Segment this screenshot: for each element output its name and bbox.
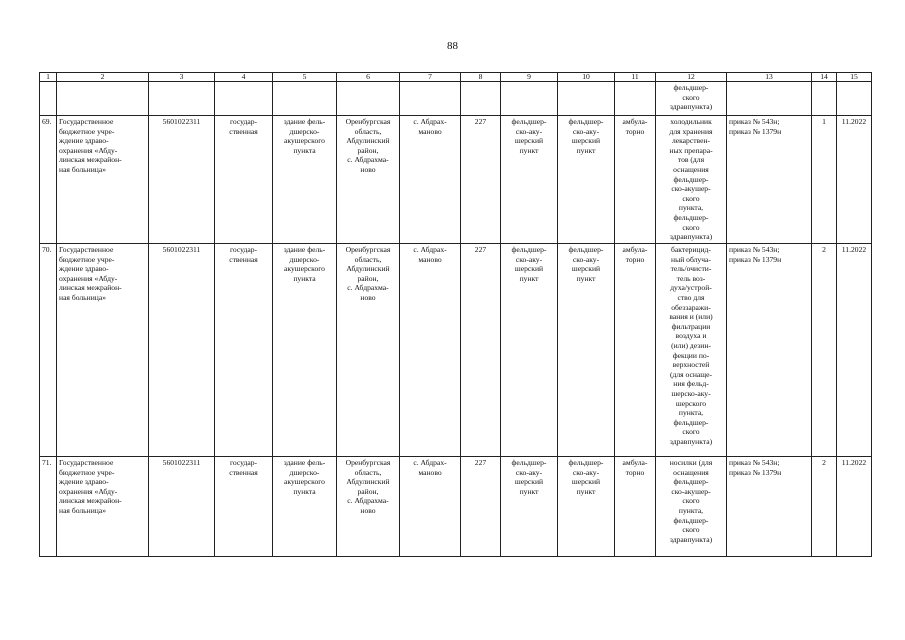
cell-line: приказ № 543н; xyxy=(729,117,780,126)
cell-line: охранения «Абду- xyxy=(59,145,118,155)
locality-cell xyxy=(400,457,461,557)
cell-line: район, xyxy=(357,145,379,155)
cell-line: приказ № 1379н xyxy=(729,254,782,264)
cell-line: ско-аку- xyxy=(515,126,543,136)
cell-line: область, xyxy=(354,254,382,264)
orders-cell xyxy=(727,116,812,244)
cell-line: шерского xyxy=(675,398,707,408)
column-number: 11 xyxy=(615,73,656,82)
cell-line: здравпункта) xyxy=(669,232,713,242)
cell-line: Абдулинский xyxy=(346,264,390,274)
cell-line: ско-аку- xyxy=(572,126,600,136)
cell-line: шерский xyxy=(571,136,601,146)
organization-cell xyxy=(57,244,149,457)
cell-line: фельдшер- xyxy=(568,245,604,254)
cell-line: холодильник xyxy=(670,117,712,126)
facility-type-cell xyxy=(501,244,558,457)
cell-line: бактерицид- xyxy=(671,245,711,254)
cell-line: пункт xyxy=(519,486,539,496)
column-number: 9 xyxy=(501,73,558,82)
cell-line: торно xyxy=(625,126,645,136)
facility-type-cell xyxy=(501,116,558,244)
table-row xyxy=(40,244,872,457)
cell-line: Государственное xyxy=(59,458,114,467)
orders-cell xyxy=(727,457,812,557)
equipment-cell xyxy=(656,116,727,244)
cell-line: ско-акушер- xyxy=(671,486,711,496)
cell-line: область, xyxy=(354,126,382,136)
cell-line: ново xyxy=(360,292,376,302)
cell-line: здание фель- xyxy=(283,458,326,467)
cell-line: фельдшер- xyxy=(673,174,709,184)
equipment-cell xyxy=(656,82,727,116)
column-number: 13 xyxy=(727,73,812,82)
organization-cell xyxy=(57,116,149,244)
cell-line: обеззаражи- xyxy=(671,302,711,312)
cell-line: здравпункта) xyxy=(669,436,713,446)
cell-line: пункта, xyxy=(678,408,704,418)
quantity-cell: 2 xyxy=(812,457,837,557)
organization-cell xyxy=(57,457,149,557)
cell-line: линская межрайон- xyxy=(59,283,122,293)
orders-cell xyxy=(727,244,812,457)
column-number: 4 xyxy=(215,73,273,82)
cell-line: фельдшер- xyxy=(511,458,547,467)
cell-line: ского xyxy=(682,525,700,535)
cell-line: тель/очисти- xyxy=(670,264,712,274)
cell-line: Абдулинский xyxy=(346,136,390,146)
cell-line: фельдшер- xyxy=(568,458,604,467)
cell-line: ство для xyxy=(677,292,705,302)
cell-line: линская межрайон- xyxy=(59,496,122,506)
cell-line: здание фель- xyxy=(283,117,326,126)
cell-line: Оренбургская xyxy=(345,458,391,467)
page-number: 88 xyxy=(447,40,458,52)
cell-line: шерский xyxy=(571,477,601,487)
cell-line: оснащения xyxy=(673,467,709,477)
cell-line: с. Абдрах- xyxy=(413,117,447,126)
code-cell: 227 xyxy=(461,457,501,557)
cell-line: шерский xyxy=(571,264,601,274)
address-cell xyxy=(337,116,400,244)
date-cell: 11.2022 xyxy=(837,244,872,457)
cell-line: тель воз- xyxy=(676,273,706,283)
cell-line: духа/устрой- xyxy=(670,283,712,293)
table-row xyxy=(40,116,872,244)
column-number: 5 xyxy=(273,73,337,82)
equipment-cell xyxy=(656,457,727,557)
cell-line: пункт xyxy=(519,145,539,155)
cell-line: ния фельд- xyxy=(673,379,709,389)
cell-line: с. Абдрахма- xyxy=(347,496,389,506)
cell-line: ского xyxy=(682,222,700,232)
cell-line: Государственное xyxy=(59,245,114,254)
inn-cell: 5601022311 xyxy=(149,457,215,557)
cell-line: ско-акушер- xyxy=(671,184,711,194)
cell-line: ждение здраво- xyxy=(59,136,109,146)
column-number: 2 xyxy=(57,73,149,82)
cell-line: воздуха и xyxy=(675,331,707,341)
column-number: 15 xyxy=(837,73,872,82)
cell-line: амбула- xyxy=(622,245,648,254)
cell-line: для хранения xyxy=(669,126,713,136)
cell-line: здание фель- xyxy=(283,245,326,254)
cell-line: пункта xyxy=(293,145,316,155)
cell-line: линская межрайон- xyxy=(59,155,122,165)
cell-line: Оренбургская xyxy=(345,245,391,254)
quantity-cell: 1 xyxy=(812,116,837,244)
building-cell xyxy=(273,244,337,457)
cell-line: Оренбургская xyxy=(345,117,391,126)
column-number-row xyxy=(40,73,872,82)
cell-line: ского xyxy=(682,496,700,506)
cell-line: здравпункта) xyxy=(669,534,713,544)
cell-line: ново xyxy=(360,164,376,174)
cell-line: ново xyxy=(360,505,376,515)
cell-line: ско-аку- xyxy=(515,254,543,264)
row-number-cell: 69. xyxy=(40,116,57,244)
building-cell xyxy=(273,457,337,557)
facility-type-cell xyxy=(501,457,558,557)
cell-line: пункта xyxy=(293,486,316,496)
cell-line: верхностей xyxy=(672,360,710,370)
column-number: 6 xyxy=(337,73,400,82)
locality-cell xyxy=(400,116,461,244)
date-cell: 11.2022 xyxy=(837,116,872,244)
cell-line: ского xyxy=(682,427,700,437)
cell-line: Абдулинский xyxy=(346,477,390,487)
cell-line: вания и (или) xyxy=(669,312,713,322)
ownership-cell xyxy=(215,457,273,557)
cell-line: пункт xyxy=(576,145,596,155)
facility-subtype-cell xyxy=(558,244,615,457)
cell-line: ско-аку- xyxy=(572,254,600,264)
cell-line: охранения «Абду- xyxy=(59,273,118,283)
column-number: 8 xyxy=(461,73,501,82)
locality-cell xyxy=(400,244,461,457)
cell-line: ный облуча- xyxy=(671,254,711,264)
cell-line: дшерско- xyxy=(289,126,320,136)
cell-line: ждение здраво- xyxy=(59,264,109,274)
cell-line: с. Абдрах- xyxy=(413,245,447,254)
cell-line: пункт xyxy=(576,486,596,496)
cell-line: ско-аку- xyxy=(572,467,600,477)
cell-line: пункта xyxy=(293,273,316,283)
column-number: 1 xyxy=(40,73,57,82)
ownership-cell xyxy=(215,116,273,244)
cell-line: ского xyxy=(682,92,700,102)
continuation-row xyxy=(40,82,872,116)
cell-line: приказ № 1379н xyxy=(729,126,782,136)
cell-line: акушерского xyxy=(284,136,325,146)
cell-line: шерский xyxy=(514,477,544,487)
cell-line: (для оснаще- xyxy=(669,369,713,379)
cell-line: приказ № 543н; xyxy=(729,458,780,467)
code-cell: 227 xyxy=(461,244,501,457)
equipment-cell xyxy=(656,244,727,457)
cell-line: акушерского xyxy=(284,264,325,274)
cell-line: маново xyxy=(418,126,442,136)
cell-line: ско-аку- xyxy=(515,467,543,477)
cell-line: дшерско- xyxy=(289,467,320,477)
table-row xyxy=(40,457,872,557)
cell-line: приказ № 1379н xyxy=(729,467,782,477)
facility-subtype-cell xyxy=(558,116,615,244)
cell-line: фельдшер- xyxy=(511,117,547,126)
column-number: 10 xyxy=(558,73,615,82)
cell-line: носилки (для xyxy=(669,458,713,467)
cell-line: ная больница» xyxy=(59,505,106,515)
cell-line: амбула- xyxy=(622,458,648,467)
quantity-cell: 2 xyxy=(812,244,837,457)
address-cell xyxy=(337,457,400,557)
cell-line: ственная xyxy=(229,254,258,264)
cell-line: бюджетное учре- xyxy=(59,467,115,477)
cell-line: фельдшер- xyxy=(673,83,709,92)
cell-line: пункт xyxy=(519,273,539,283)
address-cell xyxy=(337,244,400,457)
cell-line: область, xyxy=(354,467,382,477)
cell-line: фильтрации xyxy=(671,321,711,331)
cell-line: государ- xyxy=(229,458,258,467)
cell-line: фельдшер- xyxy=(568,117,604,126)
cell-line: амбула- xyxy=(622,117,648,126)
cell-line: лекарствен- xyxy=(671,136,711,146)
cell-line: шерский xyxy=(514,136,544,146)
column-number: 12 xyxy=(656,73,727,82)
column-number: 14 xyxy=(812,73,837,82)
cell-line: пункта, xyxy=(678,505,704,515)
cell-line: ского xyxy=(682,193,700,203)
cell-line: тов (для xyxy=(677,155,705,165)
cell-line: торно xyxy=(625,467,645,477)
equipment-table xyxy=(39,72,872,557)
inn-cell: 5601022311 xyxy=(149,116,215,244)
inn-cell: 5601022311 xyxy=(149,244,215,457)
cell-line: ственная xyxy=(229,467,258,477)
cell-line: ная больница» xyxy=(59,292,106,302)
cell-line: фельдшер- xyxy=(673,515,709,525)
cell-line: фельдшер- xyxy=(673,477,709,487)
cell-line: фельдшер- xyxy=(511,245,547,254)
cell-line: Государственное xyxy=(59,117,114,126)
facility-subtype-cell xyxy=(558,457,615,557)
cell-line: охранения «Абду- xyxy=(59,486,118,496)
cell-line: оснащения xyxy=(673,164,709,174)
cell-line: акушерского xyxy=(284,477,325,487)
cell-line: ждение здраво- xyxy=(59,477,109,487)
cell-line: государ- xyxy=(229,245,258,254)
care-form-cell xyxy=(615,116,656,244)
cell-line: фельдшер- xyxy=(673,417,709,427)
cell-line: бюджетное учре- xyxy=(59,254,115,264)
code-cell: 227 xyxy=(461,116,501,244)
cell-line: с. Абдрахма- xyxy=(347,283,389,293)
row-number-cell: 71. xyxy=(40,457,57,557)
care-form-cell xyxy=(615,244,656,457)
cell-line: ственная xyxy=(229,126,258,136)
cell-line: маново xyxy=(418,254,442,264)
cell-line: (или) дезин- xyxy=(671,340,711,350)
cell-line: район, xyxy=(357,486,379,496)
cell-line: бюджетное учре- xyxy=(59,126,115,136)
cell-line: пункт xyxy=(576,273,596,283)
cell-line: государ- xyxy=(229,117,258,126)
cell-line: маново xyxy=(418,467,442,477)
date-cell: 11.2022 xyxy=(837,457,872,557)
care-form-cell xyxy=(615,457,656,557)
cell-line: ных препара- xyxy=(669,145,713,155)
cell-line: с. Абдрахма- xyxy=(347,155,389,165)
cell-line: здравпункта) xyxy=(669,102,713,112)
cell-line: ная больница» xyxy=(59,164,106,174)
building-cell xyxy=(273,116,337,244)
cell-line: район, xyxy=(357,273,379,283)
cell-line: шерско-аку- xyxy=(671,388,711,398)
ownership-cell xyxy=(215,244,273,457)
cell-line: приказ № 543н; xyxy=(729,245,780,254)
cell-line: с. Абдрах- xyxy=(413,458,447,467)
cell-line: фельдшер- xyxy=(673,212,709,222)
row-number-cell: 70. xyxy=(40,244,57,457)
cell-line: торно xyxy=(625,254,645,264)
column-number: 3 xyxy=(149,73,215,82)
column-number: 7 xyxy=(400,73,461,82)
cell-line: дшерско- xyxy=(289,254,320,264)
cell-line: фекции по- xyxy=(672,350,710,360)
cell-line: шерский xyxy=(514,264,544,274)
cell-line: пункта, xyxy=(678,203,704,213)
